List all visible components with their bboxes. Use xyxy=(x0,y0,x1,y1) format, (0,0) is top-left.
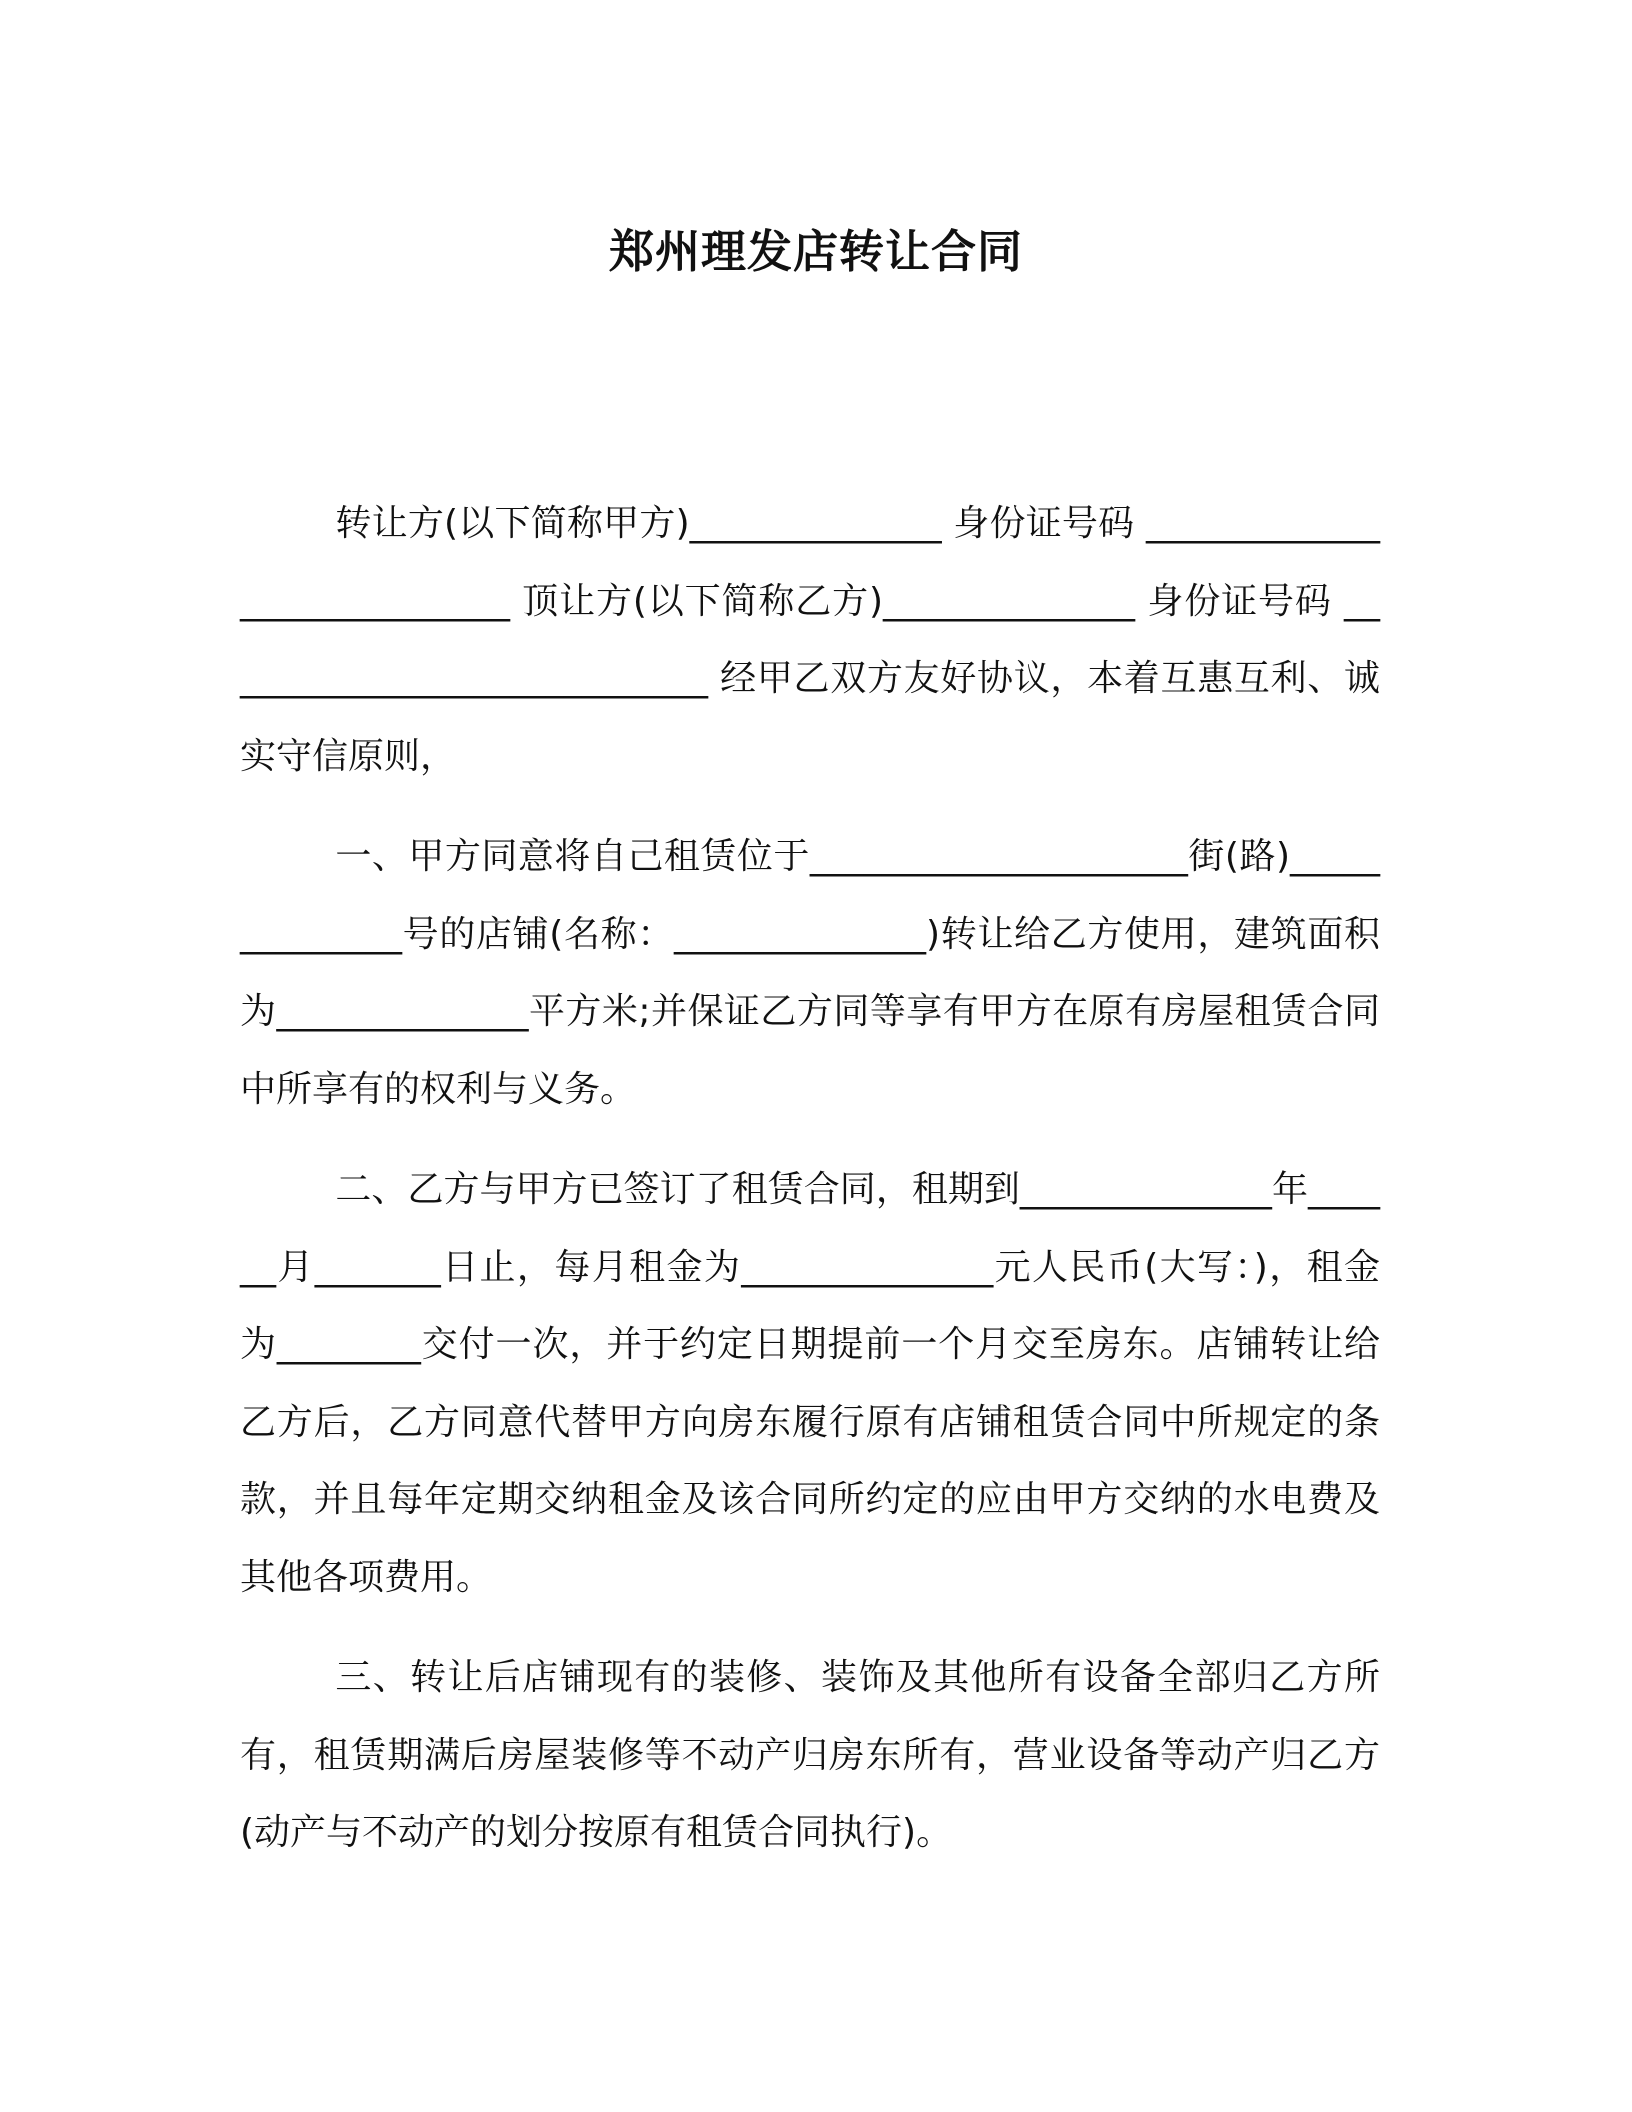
paragraph-clause-1: 一、甲方同意将自己租赁位于_____________________街(路)______________号的店铺(名称：______________)转让给乙方使用，建筑面积为______________平方米;并保证乙方同等享有甲方在原有房屋租赁合同中所享有的权利与义务。 xyxy=(240,836,1380,1110)
document-body xyxy=(240,485,1380,1895)
paragraph-clause-3: 三、转让后店铺现有的装修、装饰及其他所有设备全部归乙方所有，租赁期满后房屋装修等不动产归房东所有，营业设备等动产归乙方(动产与不动产的划分按原有租赁合同执行)。 xyxy=(240,1657,1380,1853)
document-title: 郑州理发店转让合同 xyxy=(608,225,1023,278)
paragraph-parties: 转让方(以下简称甲方)______________ 身份证号码 ____________________________ 顶让方(以下简称乙方)______________ 身份证号码 ____________________________ 经甲乙双方友好协议，本着互惠互利、诚实守信原则， xyxy=(240,503,1380,777)
paragraph-clause-2: 二、乙方与甲方已签订了租赁合同，租期到______________年______月_______日止，每月租金为______________元人民币(大写：)，租金为________交付一次，并于约定日期提前一个月交至房东。店铺转让给乙方后，乙方同意代替甲方向房东履行原有店铺租赁合同中所规定的条款，并且每年定期交纳租金及该合同所约定的应由甲方交纳的水电费及其他各项费用。 xyxy=(240,1169,1380,1598)
